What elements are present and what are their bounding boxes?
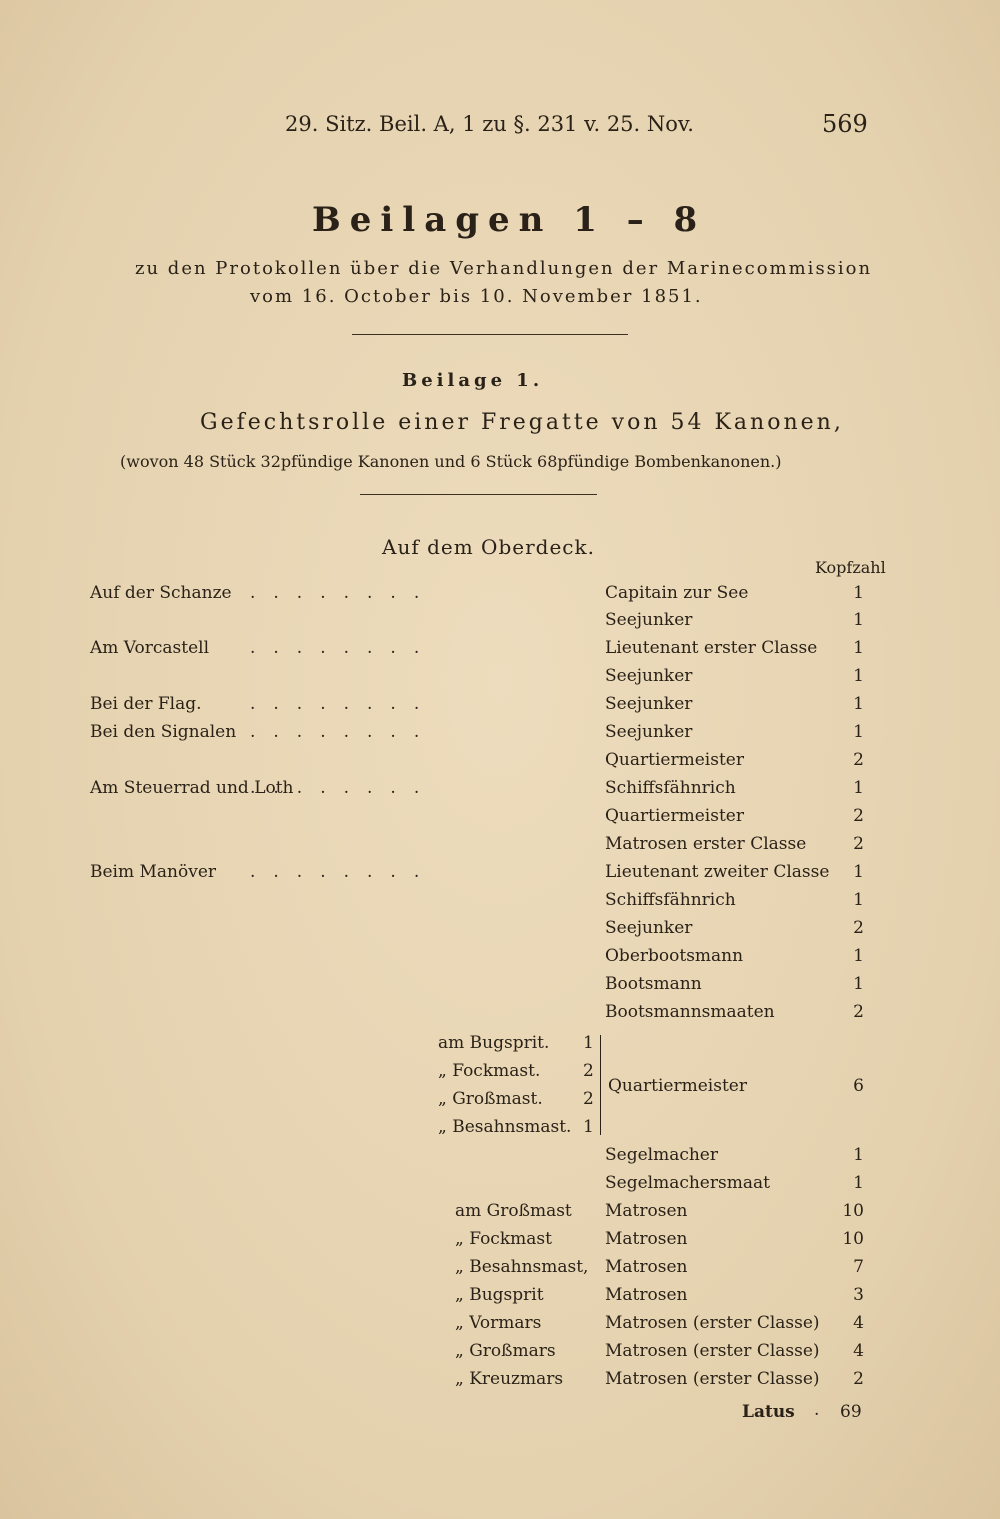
row-count: 1 [853, 610, 864, 630]
table-row [0, 1145, 1000, 1173]
row-rank: Matrosen [605, 1229, 688, 1249]
row-rank: Quartiermeister [605, 806, 744, 826]
row-count: 1 [853, 638, 864, 658]
table-row [0, 946, 1000, 974]
row-rank: Matrosen [605, 1201, 688, 1221]
leader-dots: ........ [250, 583, 438, 603]
mast-group-total-row [0, 1076, 1000, 1104]
row-rank: Bootsmannsmaaten [605, 1002, 775, 1022]
row-label: Beim Manöver [90, 862, 217, 882]
section-heading: Auf dem Oberdeck. [382, 535, 595, 559]
row-count: 3 [853, 1285, 864, 1305]
table-row [0, 638, 1000, 666]
beilage-heading: Beilage 1. [402, 370, 544, 391]
mast-row [0, 1117, 1000, 1145]
row-rank: Segelmacher [605, 1145, 718, 1165]
row-count: 1 [853, 1173, 864, 1193]
row-rank: Seejunker [605, 610, 693, 630]
main-heading: Gefechtsrolle einer Fregatte von 54 Kanonen, [200, 410, 844, 435]
table-row [0, 1201, 1000, 1229]
leader-dots: ........ [250, 862, 438, 882]
table-row [0, 834, 1000, 862]
leader-dots: ........ [250, 694, 438, 714]
document-title: Beilagen 1 – 8 [312, 200, 707, 240]
table-row [0, 862, 1000, 890]
page-number: 569 [822, 110, 868, 138]
row-rank: Schiffsfähnrich [605, 890, 736, 910]
table-row [0, 974, 1000, 1002]
row-mast: „ Fockmast [455, 1229, 552, 1249]
latus-total: 69 [840, 1402, 862, 1422]
row-mast: „ Vormars [455, 1313, 542, 1333]
table-row [0, 722, 1000, 750]
table-row [0, 1369, 1000, 1397]
leader-dots: ........ [250, 778, 438, 798]
running-head: 29. Sitz. Beil. A, 1 zu §. 231 v. 25. Nov. [285, 112, 694, 136]
row-rank: Bootsmann [605, 974, 702, 994]
row-rank: Lieutenant erster Classe [605, 638, 818, 658]
row-rank: Matrosen (erster Classe) [605, 1369, 820, 1389]
row-rank: Segelmachersmaat [605, 1173, 770, 1193]
row-count: 2 [853, 750, 864, 770]
row-rank: Quartiermeister [605, 750, 744, 770]
mast-group-count: 6 [853, 1076, 864, 1096]
table-row [0, 583, 1000, 611]
column-header-kopfzahl: Kopfzahl [815, 558, 886, 577]
row-label: Bei den Signalen [90, 722, 237, 742]
row-count: 1 [853, 946, 864, 966]
row-count: 1 [853, 1145, 864, 1165]
row-count: 2 [853, 918, 864, 938]
row-rank: Seejunker [605, 694, 693, 714]
row-mast: „ Besahnsmast, [455, 1257, 589, 1277]
latus-label: Latus [742, 1402, 795, 1422]
table-row [0, 1229, 1000, 1257]
mast-count: 2 [583, 1089, 594, 1109]
subtitle-line-2: vom 16. October bis 10. November 1851. [250, 286, 703, 307]
row-count: 4 [853, 1341, 864, 1361]
table-row [0, 666, 1000, 694]
row-count: 10 [842, 1201, 864, 1221]
main-subheading: (wovon 48 Stück 32pfündige Kanonen und 6 Stück 68pfündige Bombenkanonen.) [120, 452, 782, 471]
mast-label: „ Großmast. [438, 1089, 543, 1109]
row-label: Bei der Flag. [90, 694, 202, 714]
mast-count: 1 [583, 1117, 594, 1137]
table-row [0, 778, 1000, 806]
table-row [0, 1173, 1000, 1201]
row-mast: „ Bugsprit [455, 1285, 544, 1305]
table-row [0, 1341, 1000, 1369]
table-row [0, 890, 1000, 918]
row-count: 7 [853, 1257, 864, 1277]
leader-dots: ........ [250, 638, 438, 658]
row-count: 1 [853, 862, 864, 882]
table-row [0, 1313, 1000, 1341]
row-count: 1 [853, 974, 864, 994]
row-label: Am Vorcastell [90, 638, 210, 658]
latus-dot: . [814, 1400, 820, 1420]
row-label: Auf der Schanze [90, 583, 232, 603]
row-count: 1 [853, 890, 864, 910]
mast-count: 2 [583, 1061, 594, 1081]
row-label: Am Steuerrad und Loth [90, 778, 294, 798]
mast-count: 1 [583, 1033, 594, 1053]
divider-rule-2 [360, 494, 597, 495]
row-count: 4 [853, 1313, 864, 1333]
row-count: 2 [853, 806, 864, 826]
table-row [0, 694, 1000, 722]
mast-label: am Bugsprit. [438, 1033, 550, 1053]
table-row [0, 1257, 1000, 1285]
row-rank: Matrosen (erster Classe) [605, 1341, 820, 1361]
row-count: 1 [853, 722, 864, 742]
table-row [0, 918, 1000, 946]
row-rank: Matrosen erster Classe [605, 834, 807, 854]
row-rank: Seejunker [605, 918, 693, 938]
row-count: 2 [853, 1002, 864, 1022]
table-row [0, 806, 1000, 834]
row-mast: „ Kreuzmars [455, 1369, 564, 1389]
row-rank: Lieutenant zweiter Classe [605, 862, 830, 882]
subtitle-line-1: zu den Protokollen über die Verhandlungen der Marinecommission [135, 258, 873, 279]
row-mast: „ Großmars [455, 1341, 556, 1361]
row-count: 10 [842, 1229, 864, 1249]
table-row [0, 1002, 1000, 1030]
divider-rule [352, 334, 628, 335]
row-mast: am Großmast [455, 1201, 572, 1221]
row-rank: Matrosen [605, 1285, 688, 1305]
mast-group-rank: Quartiermeister [608, 1076, 747, 1096]
row-rank: Matrosen [605, 1257, 688, 1277]
mast-label: „ Fockmast. [438, 1061, 541, 1081]
row-count: 1 [853, 778, 864, 798]
mast-row [0, 1033, 1000, 1061]
row-rank: Matrosen (erster Classe) [605, 1313, 820, 1333]
table-row [0, 1285, 1000, 1313]
mast-label: „ Besahnsmast. [438, 1117, 572, 1137]
row-rank: Seejunker [605, 666, 693, 686]
row-rank: Oberbootsmann [605, 946, 744, 966]
row-count: 1 [853, 694, 864, 714]
row-rank: Capitain zur See [605, 583, 749, 603]
leader-dots: ........ [250, 722, 438, 742]
row-count: 1 [853, 583, 864, 603]
row-rank: Seejunker [605, 722, 693, 742]
row-count: 2 [853, 1369, 864, 1389]
table-row [0, 610, 1000, 638]
row-rank: Schiffsfähnrich [605, 778, 736, 798]
row-count: 2 [853, 834, 864, 854]
table-row [0, 750, 1000, 778]
row-count: 1 [853, 666, 864, 686]
